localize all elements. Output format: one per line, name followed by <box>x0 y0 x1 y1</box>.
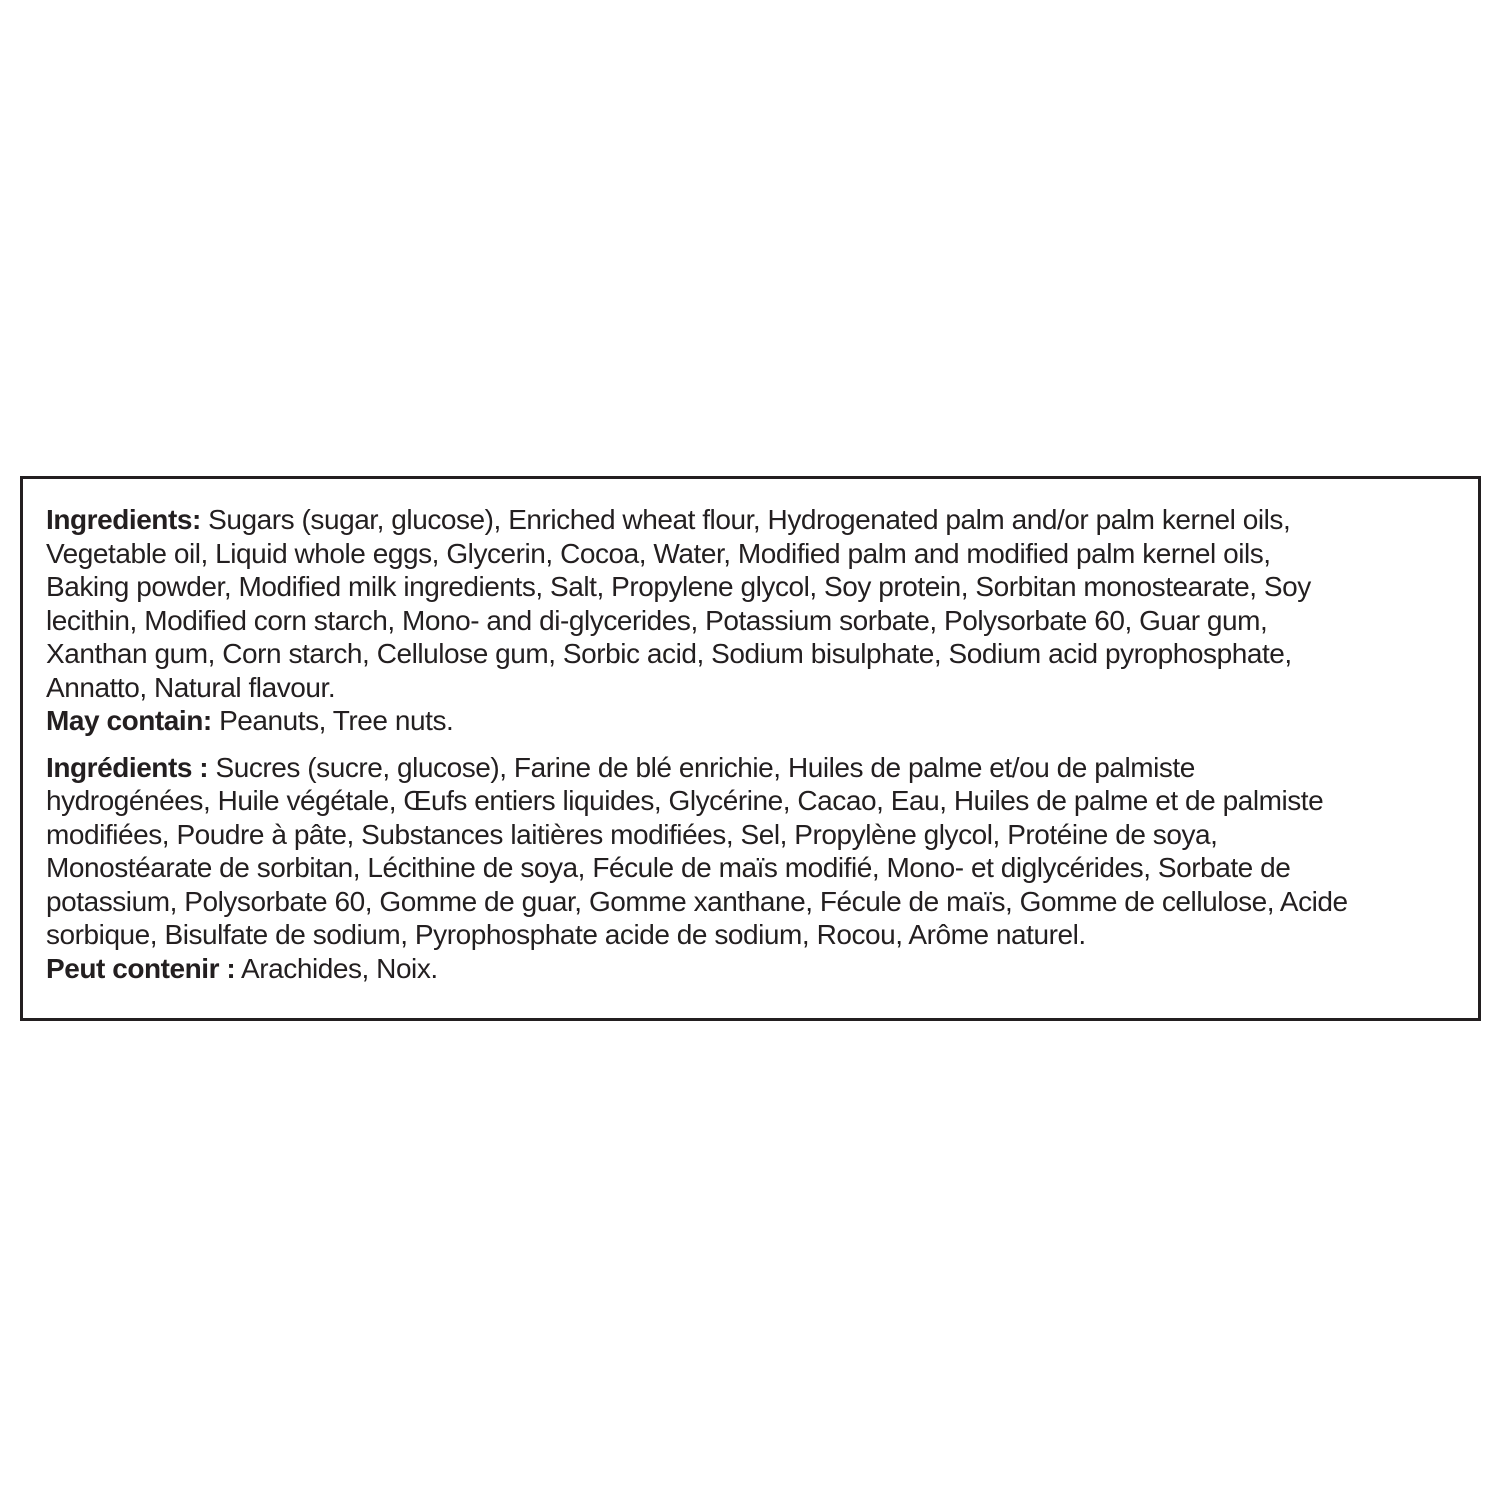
french-may-contain-text: Arachides, Noix. <box>235 952 438 984</box>
english-ingredients-line: Sugars (sugar, glucose), Enriched wheat flour, Hydrogenated palm and/or palm kernel oils, <box>200 504 1291 535</box>
french-ingredients-line: modifiées, Poudre à pâte, Substances laitières modifiées, Sel, Propylène glycol, Protéine de soya, <box>46 818 1218 850</box>
english-ingredients-line: Annatto, Natural flavour. <box>46 671 336 703</box>
english-ingredients-line: lecithin, Modified corn starch, Mono- and di-glycerides, Potassium sorbate, Polysorbate 60, Guar gum, <box>46 604 1268 636</box>
english-ingredients-heading: Ingredients: <box>46 504 201 535</box>
english-may-contain-text: Peanuts, Tree nuts. <box>211 705 454 736</box>
french-ingredients-line: sorbique, Bisulfate de sodium, Pyrophosphate acide de sodium, Rocou, Arôme naturel. <box>46 919 1086 950</box>
english-may-contain-heading: May contain: <box>46 705 212 736</box>
french-may-contain-heading: Peut contenir : <box>46 952 236 984</box>
paragraph-spacer <box>46 738 1456 751</box>
english-ingredients-line: Xanthan gum, Corn starch, Cellulose gum, Sorbic acid, Sodium bisulphate, Sodium acid pyrophosphate, <box>46 638 1292 669</box>
french-ingredients-heading: Ingrédients : <box>46 751 209 783</box>
english-ingredients-paragraph <box>46 503 1456 738</box>
french-ingredients-line: hydrogénées, Huile végétale, Œufs entiers liquides, Glycérine, Cacao, Eau, Huiles de palme et de palmiste <box>46 785 1324 816</box>
french-ingredients-line: Monostéarate de sorbitan, Lécithine de soya, Fécule de maïs modifié, Mono- et diglycérides, Sorbate de <box>46 852 1291 883</box>
ingredients-label-box <box>20 476 1481 1021</box>
french-ingredients-paragraph <box>46 751 1456 986</box>
english-ingredients-line: Vegetable oil, Liquid whole eggs, Glycerin, Cocoa, Water, Modified palm and modified palm kernel oils, <box>46 537 1271 569</box>
french-ingredients-line: Sucres (sucre, glucose), Farine de blé enrichie, Huiles de palme et/ou de palmiste <box>208 751 1195 783</box>
french-ingredients-line: potassium, Polysorbate 60, Gomme de guar, Gomme xanthane, Fécule de maïs, Gomme de cellulose, Acide <box>46 885 1348 917</box>
english-ingredients-line: Baking powder, Modified milk ingredients, Salt, Propylene glycol, Soy protein, Sorbitan monostearate, Soy <box>46 571 1311 602</box>
